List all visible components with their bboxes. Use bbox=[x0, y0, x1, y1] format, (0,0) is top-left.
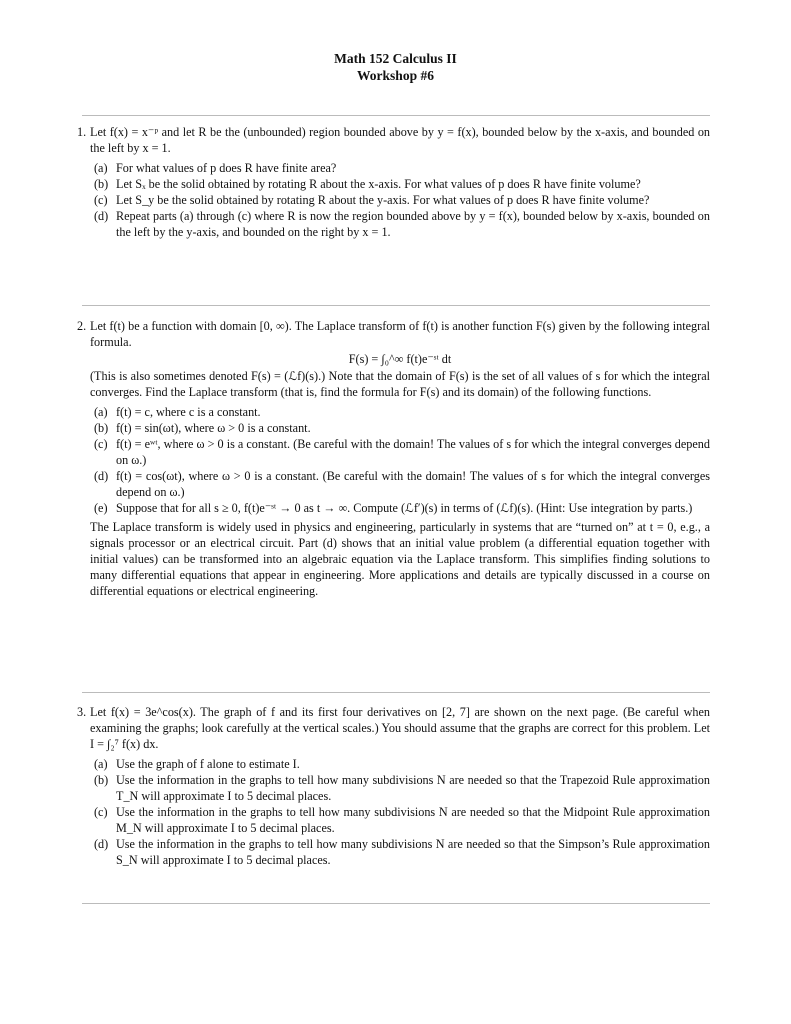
divider bbox=[82, 903, 710, 904]
question-1 bbox=[77, 124, 710, 240]
subpart-text: Repeat parts (a) through (c) where R is now the region bounded above by y = f(x), bounded below by x-axis, bounded on the left by the y-axis, and bounded on the right by x = 1. bbox=[116, 209, 710, 239]
divider bbox=[82, 692, 710, 693]
subpart bbox=[90, 192, 710, 208]
subpart bbox=[90, 756, 710, 772]
question-number: 2. bbox=[77, 319, 87, 333]
subpart-label: (a) bbox=[94, 405, 108, 419]
subpart-label: (d) bbox=[94, 209, 109, 223]
question-intro: Let f(x) = 3e^cos(x). The graph of f and its first four derivatives on [2, 7] are shown on the next page. (Be careful when examining the graphs; look carefully at the vertical scales.) You should assume that the graphs are correct for this problem. Let I = ∫₂⁷ f(x) dx. bbox=[90, 705, 710, 751]
question-note: (This is also sometimes denoted F(s) = (ℒf)(s).) Note that the domain of F(s) is the set of all values of s for which the integral converges. Find the Laplace transform (that is, find the formula for F(s) and its domain) of the following functions. bbox=[90, 369, 710, 399]
subpart bbox=[90, 836, 710, 868]
subpart-text: f(t) = c, where c is a constant. bbox=[116, 405, 261, 419]
divider bbox=[82, 305, 710, 306]
subpart-text: Use the information in the graphs to tell how many subdivisions N are needed so that the Trapezoid Rule approximation T_N will approximate I to 5 decimal places. bbox=[116, 773, 710, 803]
subpart-text: Use the information in the graphs to tell how many subdivisions N are needed so that the Midpoint Rule approximation M_N will approximate I to 5 decimal places. bbox=[116, 805, 710, 835]
course-title: Math 152 Calculus II bbox=[334, 51, 457, 66]
laplace-formula: F(s) = ∫₀^∞ f(t)e⁻ˢᵗ dt bbox=[348, 352, 452, 366]
subpart bbox=[90, 208, 710, 240]
subpart-label: (b) bbox=[94, 773, 109, 787]
workshop-title: Workshop #6 bbox=[357, 68, 434, 83]
question-number: 3. bbox=[77, 705, 87, 719]
question-intro: Let f(t) be a function with domain [0, ∞). The Laplace transform of f(t) is another function F(s) given by the following integral formula. bbox=[90, 319, 710, 349]
closing-paragraph: The Laplace transform is widely used in physics and engineering, particularly in systems that are “turned on” at t = 0, e.g., a signals processor or an electrical circuit. Part (d) shows that an initial value problem (a differential equation together with initial values) can be transformed into an algebraic equation via the Laplace transform. This simplifies finding solutions to many differential equations that appear in engineering. More applications and details are typically discussed in a course on differential equations or electrical engineering. bbox=[90, 520, 710, 598]
subpart-label: (c) bbox=[94, 805, 108, 819]
subpart-text: For what values of p does R have finite area? bbox=[116, 161, 337, 175]
subpart bbox=[90, 436, 710, 468]
question-number: 1. bbox=[77, 125, 87, 139]
question-2 bbox=[77, 318, 710, 599]
subpart-text: f(t) = cos(ωt), where ω > 0 is a constant. (Be careful with the domain! The values of s for which the integral converges depend on ω.) bbox=[116, 469, 710, 499]
subpart-label: (a) bbox=[94, 757, 108, 771]
subpart-label: (c) bbox=[94, 193, 108, 207]
subpart-label: (c) bbox=[94, 437, 108, 451]
subpart bbox=[90, 420, 710, 436]
subpart-label: (b) bbox=[94, 421, 109, 435]
subpart bbox=[90, 404, 710, 420]
subpart bbox=[90, 772, 710, 804]
subpart-text: Use the graph of f alone to estimate I. bbox=[116, 757, 300, 771]
subpart-text: Let Sₓ be the solid obtained by rotating R about the x-axis. For what values of p does R have finite volume? bbox=[116, 177, 641, 191]
subpart-text: Use the information in the graphs to tell how many subdivisions N are needed so that the Simpson’s Rule approximation S_N will approximate I to 5 decimal places. bbox=[116, 837, 710, 867]
subpart bbox=[90, 176, 710, 192]
subpart-text: f(t) = eʷᵗ, where ω > 0 is a constant. (Be careful with the domain! The values of s for which the integral converges depend on ω.) bbox=[116, 437, 710, 467]
subpart-label: (e) bbox=[94, 501, 108, 515]
subpart-label: (a) bbox=[94, 161, 108, 175]
subpart bbox=[90, 160, 710, 176]
subpart-text: Let S_y be the solid obtained by rotating R about the y-axis. For what values of p does R have finite volume? bbox=[116, 193, 650, 207]
subpart bbox=[90, 468, 710, 500]
subpart bbox=[90, 804, 710, 836]
subpart bbox=[90, 500, 710, 516]
subpart-label: (b) bbox=[94, 177, 109, 191]
question-3 bbox=[77, 704, 710, 868]
subpart-label: (d) bbox=[94, 837, 109, 851]
divider bbox=[82, 115, 710, 116]
subpart-label: (d) bbox=[94, 469, 109, 483]
question-intro: Let f(x) = x⁻ᵖ and let R be the (unbounded) region bounded above by y = f(x), bounded below by the x-axis, and bounded on the left by x = 1. bbox=[90, 125, 710, 155]
subpart-text: f(t) = sin(ωt), where ω > 0 is a constant. bbox=[116, 421, 311, 435]
subpart-text: Suppose that for all s ≥ 0, f(t)e⁻ˢᵗ → 0 as t → ∞. Compute (ℒf′)(s) in terms of (ℒf)(s). (Hint: Use integration by parts.) bbox=[116, 501, 693, 515]
